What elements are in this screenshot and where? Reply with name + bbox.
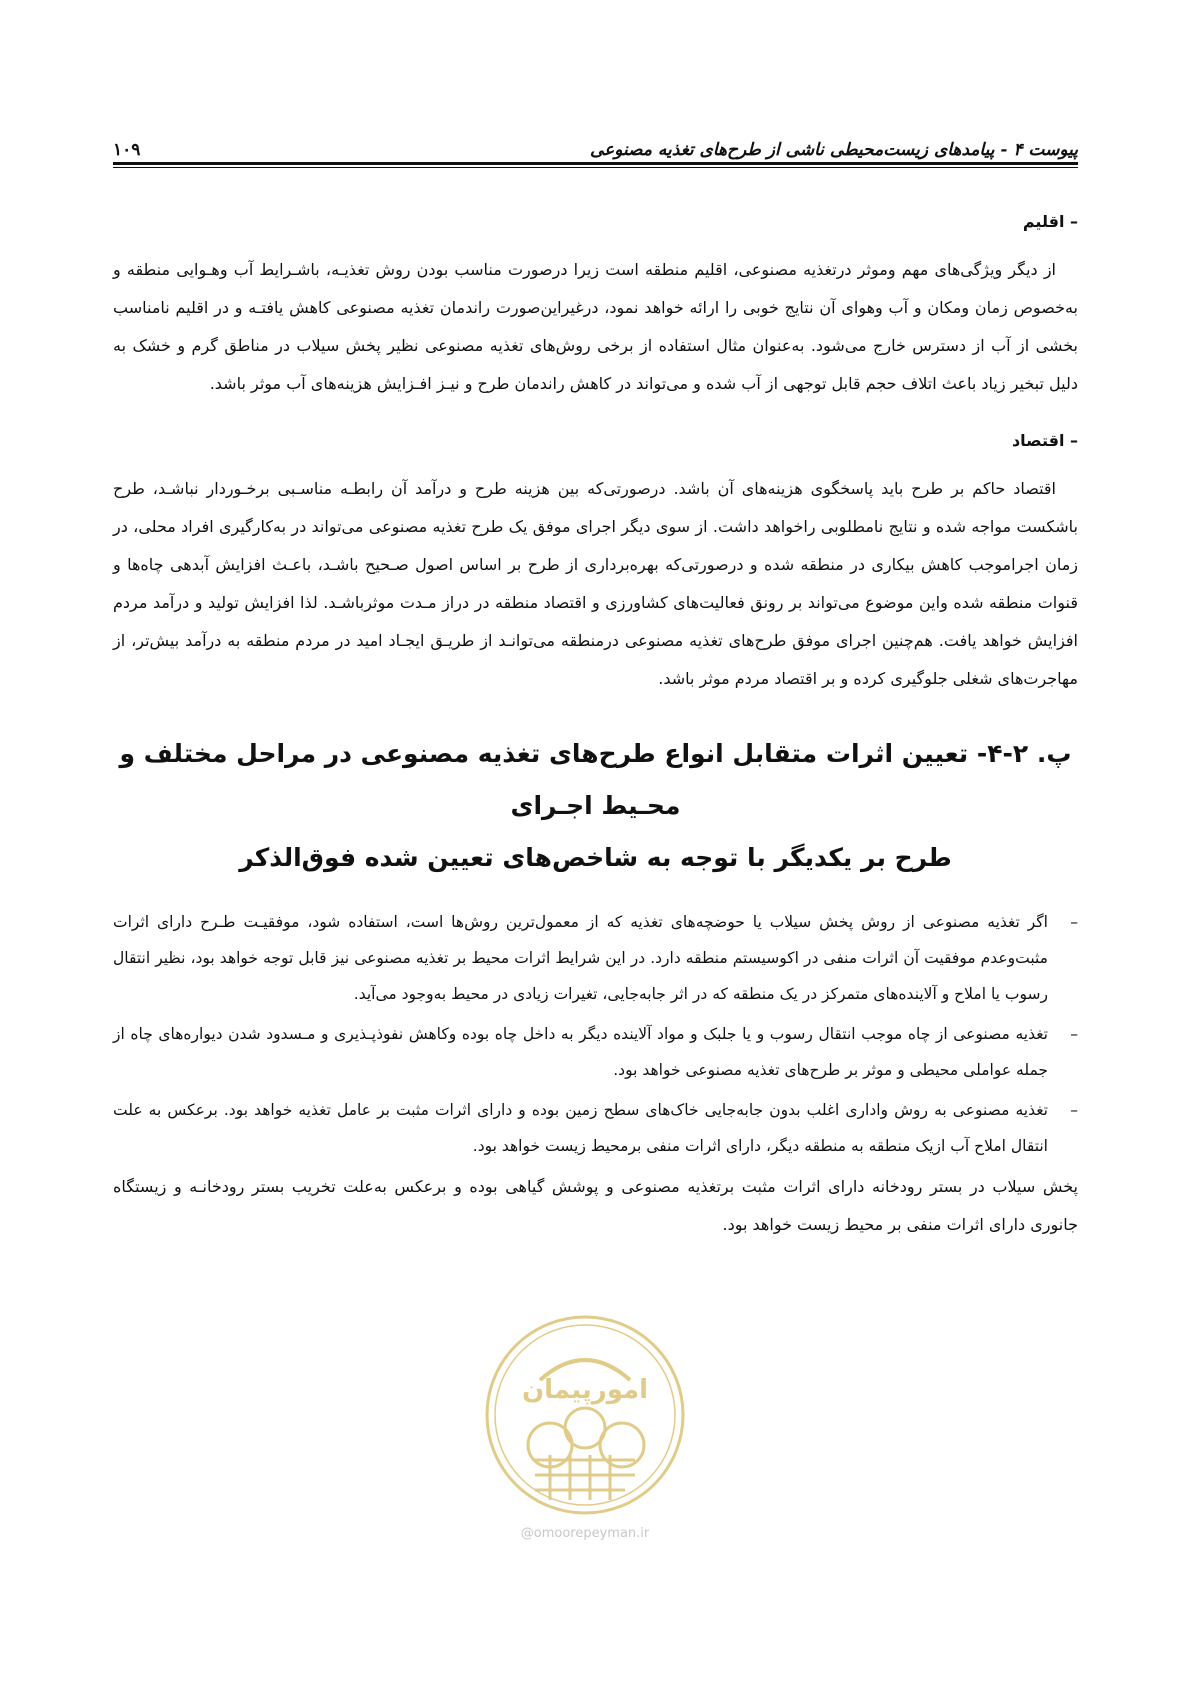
dash-bullet: – <box>1070 913 1078 931</box>
running-title: پیوست ۴ - پیامدهای زیست‌محیطی ناشی از طرح‌های تغذیه مصنوعی <box>589 140 1078 160</box>
climate-heading: – اقلیم <box>1022 212 1078 231</box>
watermark-caption: @omoorepeyman.ir <box>520 1526 650 1541</box>
list-item-text: تغذیه مصنوعی به روش واداری اغلب بدون جابه‌جایی خاک‌های سطح زمین بوده و دارای اثرات مثبت بر عامل تغذیه خواهد بود. برعکس به علت انتقال املاح آب ازیک منطقه به منطقه دیگر، دارای اثرات منفی برمحیط زیست خواهد بود. <box>113 1101 1048 1155</box>
list-item <box>113 904 1078 1012</box>
section-title-line-1: پ. ۲-۴- تعیین اثرات متقابل انواع طرح‌های تغذیه مصنوعی در مراحل مختلف و محـیط اجـرای <box>119 739 1072 820</box>
list-item-text: تغذیه مصنوعی از چاه موجب انتقال رسوب و یا جلبک و مواد آلاینده دیگر به داخل چاه بوده وکاهش نفوذپـذیری و مـسدود شدن دیواره‌های چاه از جمله عواملی محیطی و موثر بر طرح‌های تغذیه مصنوعی خواهد بود. <box>113 1025 1048 1079</box>
logo-seal-icon <box>480 1310 690 1520</box>
list-item-text: اگر تغذیه مصنوعی از روش پخش سیلاب یا حوضچه‌های تغذیه که از معمول‌ترین روش‌ها است، استفاده شود، موفقیـت طـرح دارای اثرات مثبت‌وعدم موفقیت آن اثرات منفی در اکوسیستم منطقه دارد. در این شرایط اثرات محیط بر تغذیه مصنوعی نیز قابل توجه خواهد بود، نظیر انتقال رسوب یا املاح و آلاینده‌های متمرکز در یک منطقه که در اثر جابه‌جایی، تغیرات زیادی در محیط به‌وجود می‌آید. <box>113 913 1048 1003</box>
header-rule-thin <box>113 167 1078 168</box>
page-content <box>113 212 1078 1244</box>
dash-bullet: – <box>1070 1025 1078 1043</box>
economy-heading: – اقتصاد <box>1011 431 1078 450</box>
economy-paragraph: اقتصاد حاکم بر طرح باید پاسخگوی هزینه‌های آن باشد. درصورتی‌که بین هزینه طرح و درآمد آن رابطـه مناسـبی برخـوردار نباشـد، طرح باشکست مواجه شده و نتایج نامطلوبی راخواهد داشت. از سوی دیگر اجرای موفق یک طرح تغذیه مصنوعی می‌تواند در به‌کارگیری افراد محلی، در زمان اجراموجب کاهش بیکاری در منطقه شده و درصورتی‌که بهره‌برداری از طرح بر اساس اصول صـحیح باشـد، باعـث افزایش آبدهی چاه‌ها و قنوات منطقه شده واین موضوع می‌تواند بر رونق فعالیت‌های کشاورزی و اقتصاد منطقه در دراز مـدت موثرباشـد. لذا افزایش تولید و درآمد مردم افزایش خواهد یافت. هم‌چنین اجرای موفق طرح‌های تغذیه مصنوعی درمنطقه می‌توانـد از طریـق ایجـاد امید در مردم منطقه به درآمد بیش‌تر، از مهاجرت‌های شغلی جلوگیری کرده و بر اقتصاد مردم موثر باشد. <box>113 479 1078 688</box>
page-header <box>113 126 1078 160</box>
bullet-list <box>113 904 1078 1164</box>
section-title-line-2: طرح بر یکدیگر با توجه به شاخص‌های تعیین شده فوق‌الذکر <box>239 843 952 872</box>
logo-text: امورپیمان <box>521 1375 649 1405</box>
list-item <box>113 1016 1078 1088</box>
watermark-logo <box>480 1310 690 1560</box>
climate-paragraph: از دیگر ویژگی‌های مهم وموثر درتغذیه مصنوعی، اقلیم منطقه است زیرا درصورت مناسب بودن روش تغذیـه، باشـرایط آب وهـوایی منطقه و به‌خصوص زمان ومکان و آب وهوای آن نتایج خوبی را ارائه خواهد نمود، درغیراین‌صورت راندمان تغذیه مصنوعی کاهش یافتـه و در اقلیم نامناسب بخشی از آب از دسترس خارج می‌شود. به‌عنوان مثال استفاده از برخی روش‌های تغذیه مصنوعی نظیر پخش سیلاب در مناطق گرم و خشک به دلیل تبخیر زیاد باعث اتلاف حجم قابل توجهی از آب شده و می‌تواند در کاهش راندمان طرح و نیـز افـزایش هزینه‌های آب موثر باشد. <box>113 260 1078 393</box>
dash-bullet: – <box>1070 1101 1078 1119</box>
page-number: ۱۰۹ <box>113 140 141 160</box>
list-item <box>113 1092 1078 1164</box>
header-rule-thick <box>113 162 1078 165</box>
closing-paragraph: پخش سیلاب در بستر رودخانه دارای اثرات مثبت برتغذیه مصنوعی و پوشش گیاهی بوده و برعکس به‌علت تخریب بستر رودخانـه و زیستگاه جانوری دارای اثرات منفی بر محیط زیست خواهد بود. <box>113 1177 1078 1234</box>
